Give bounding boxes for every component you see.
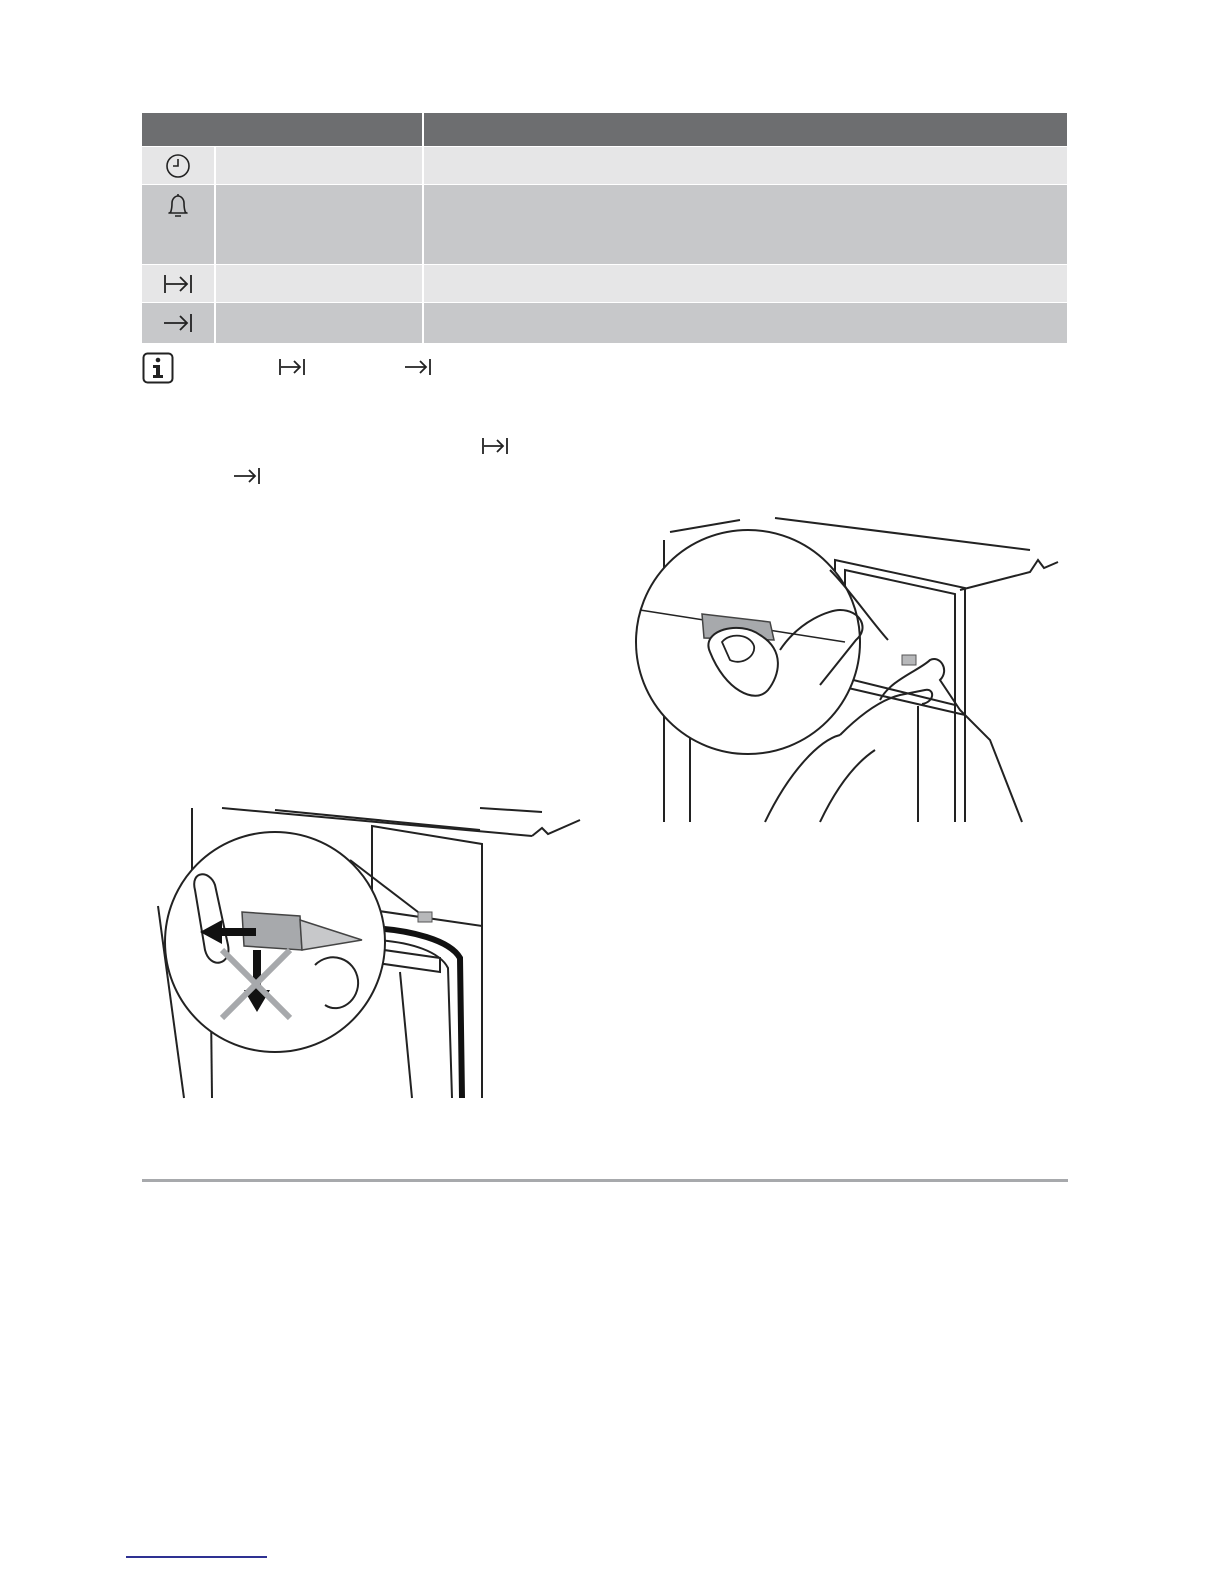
table-row [142, 303, 1067, 343]
end-time-icon [232, 465, 262, 487]
info-icon [142, 352, 174, 384]
cell-divider [422, 303, 424, 343]
cell-divider [422, 147, 424, 184]
table-row [142, 185, 1067, 264]
section-divider [142, 1179, 1068, 1182]
table-row [142, 265, 1067, 302]
table-row [142, 147, 1067, 184]
duration-icon [160, 269, 196, 299]
end-time-icon [160, 308, 196, 338]
bell-icon [160, 191, 196, 221]
header-divider [422, 113, 424, 146]
footer-link[interactable] [126, 1556, 267, 1558]
duration-icon [480, 435, 510, 457]
door-catch-release-illustration [150, 800, 590, 1100]
cell-divider [422, 185, 424, 264]
end-time-icon [403, 356, 433, 378]
cell-divider [214, 147, 216, 184]
duration-icon [277, 356, 307, 378]
cell-divider [214, 303, 216, 343]
clock-icon [160, 151, 196, 181]
table-header [142, 113, 1067, 146]
cell-divider [214, 185, 216, 264]
cell-divider [422, 265, 424, 302]
cell-divider [214, 265, 216, 302]
door-catch-push-illustration [630, 510, 1060, 825]
